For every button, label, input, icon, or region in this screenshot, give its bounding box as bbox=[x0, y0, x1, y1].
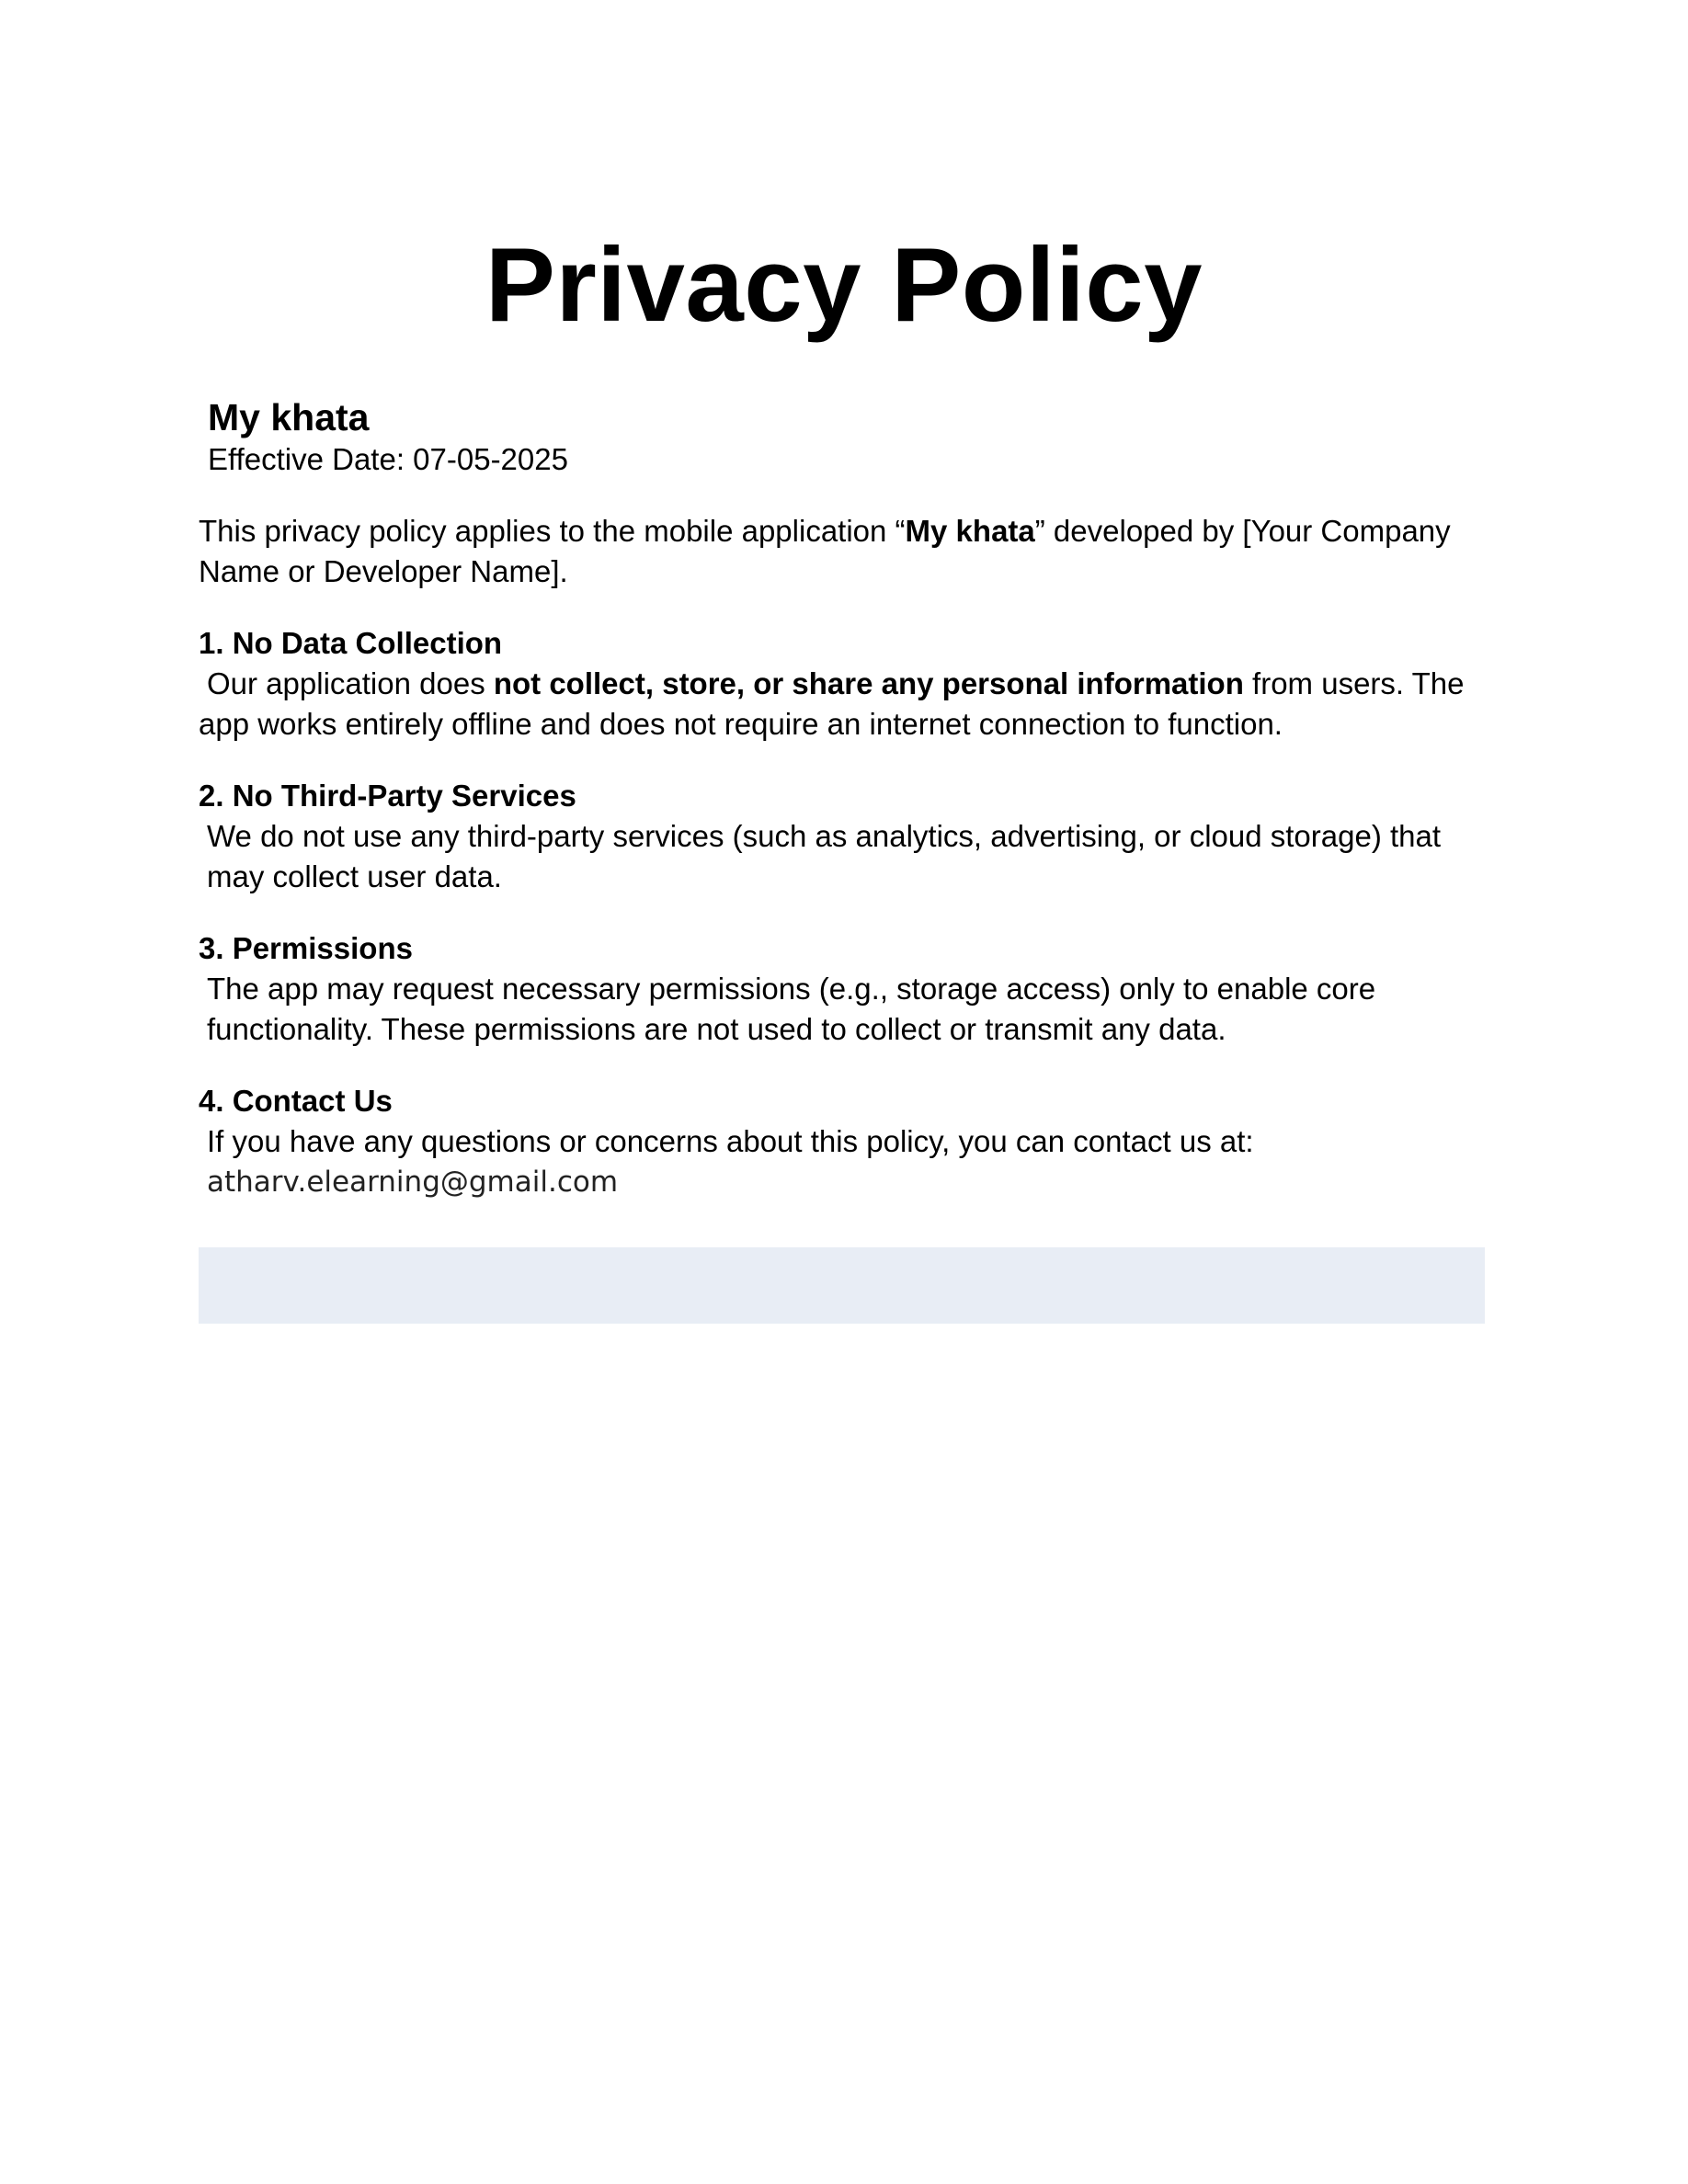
effective-date: Effective Date: 07-05-2025 bbox=[208, 442, 568, 476]
section-body-after: from users. The app works entirely offline and does not require an internet connection to function. bbox=[199, 666, 1465, 741]
section-body bbox=[199, 664, 1486, 745]
section-heading: 1. No Data Collection bbox=[199, 626, 503, 660]
section-body: We do not use any third-party services (such as analytics, advertising, or cloud storage) that may collect user data. bbox=[207, 819, 1442, 893]
section-heading: 2. No Third-Party Services bbox=[199, 779, 576, 813]
intro-text-after: ” developed by [Your Company Name or Developer Name]. bbox=[199, 514, 1451, 588]
app-name: My khata bbox=[208, 396, 370, 438]
section-heading: 4. Contact Us bbox=[199, 1084, 393, 1118]
section-body: If you have any questions or concerns about this policy, you can contact us at: bbox=[207, 1124, 1254, 1158]
policy-content bbox=[199, 392, 1486, 1202]
section-heading: 3. Permissions bbox=[199, 931, 413, 965]
section-body-before: Our application does bbox=[207, 666, 494, 700]
intro-paragraph bbox=[199, 511, 1486, 592]
empty-shaded-block bbox=[199, 1247, 1485, 1324]
section-permissions bbox=[199, 928, 1486, 1050]
intro-text-before: This privacy policy applies to the mobile application “ bbox=[199, 514, 906, 548]
contact-email-link[interactable]: atharv.elearning@gmail.com bbox=[207, 1166, 619, 1199]
section-no-third-party bbox=[199, 776, 1486, 897]
intro-app-name: My khata bbox=[905, 514, 1035, 548]
page-title: Privacy Policy bbox=[485, 227, 1203, 344]
section-body: The app may request necessary permissions (e.g., storage access) only to enable core functionality. These permissions are not used to collect or transmit any data. bbox=[207, 972, 1376, 1046]
section-body-bold: not collect, store, or share any personal information bbox=[493, 666, 1244, 700]
section-contact-us bbox=[199, 1081, 1486, 1202]
section-no-data-collection bbox=[199, 623, 1486, 745]
